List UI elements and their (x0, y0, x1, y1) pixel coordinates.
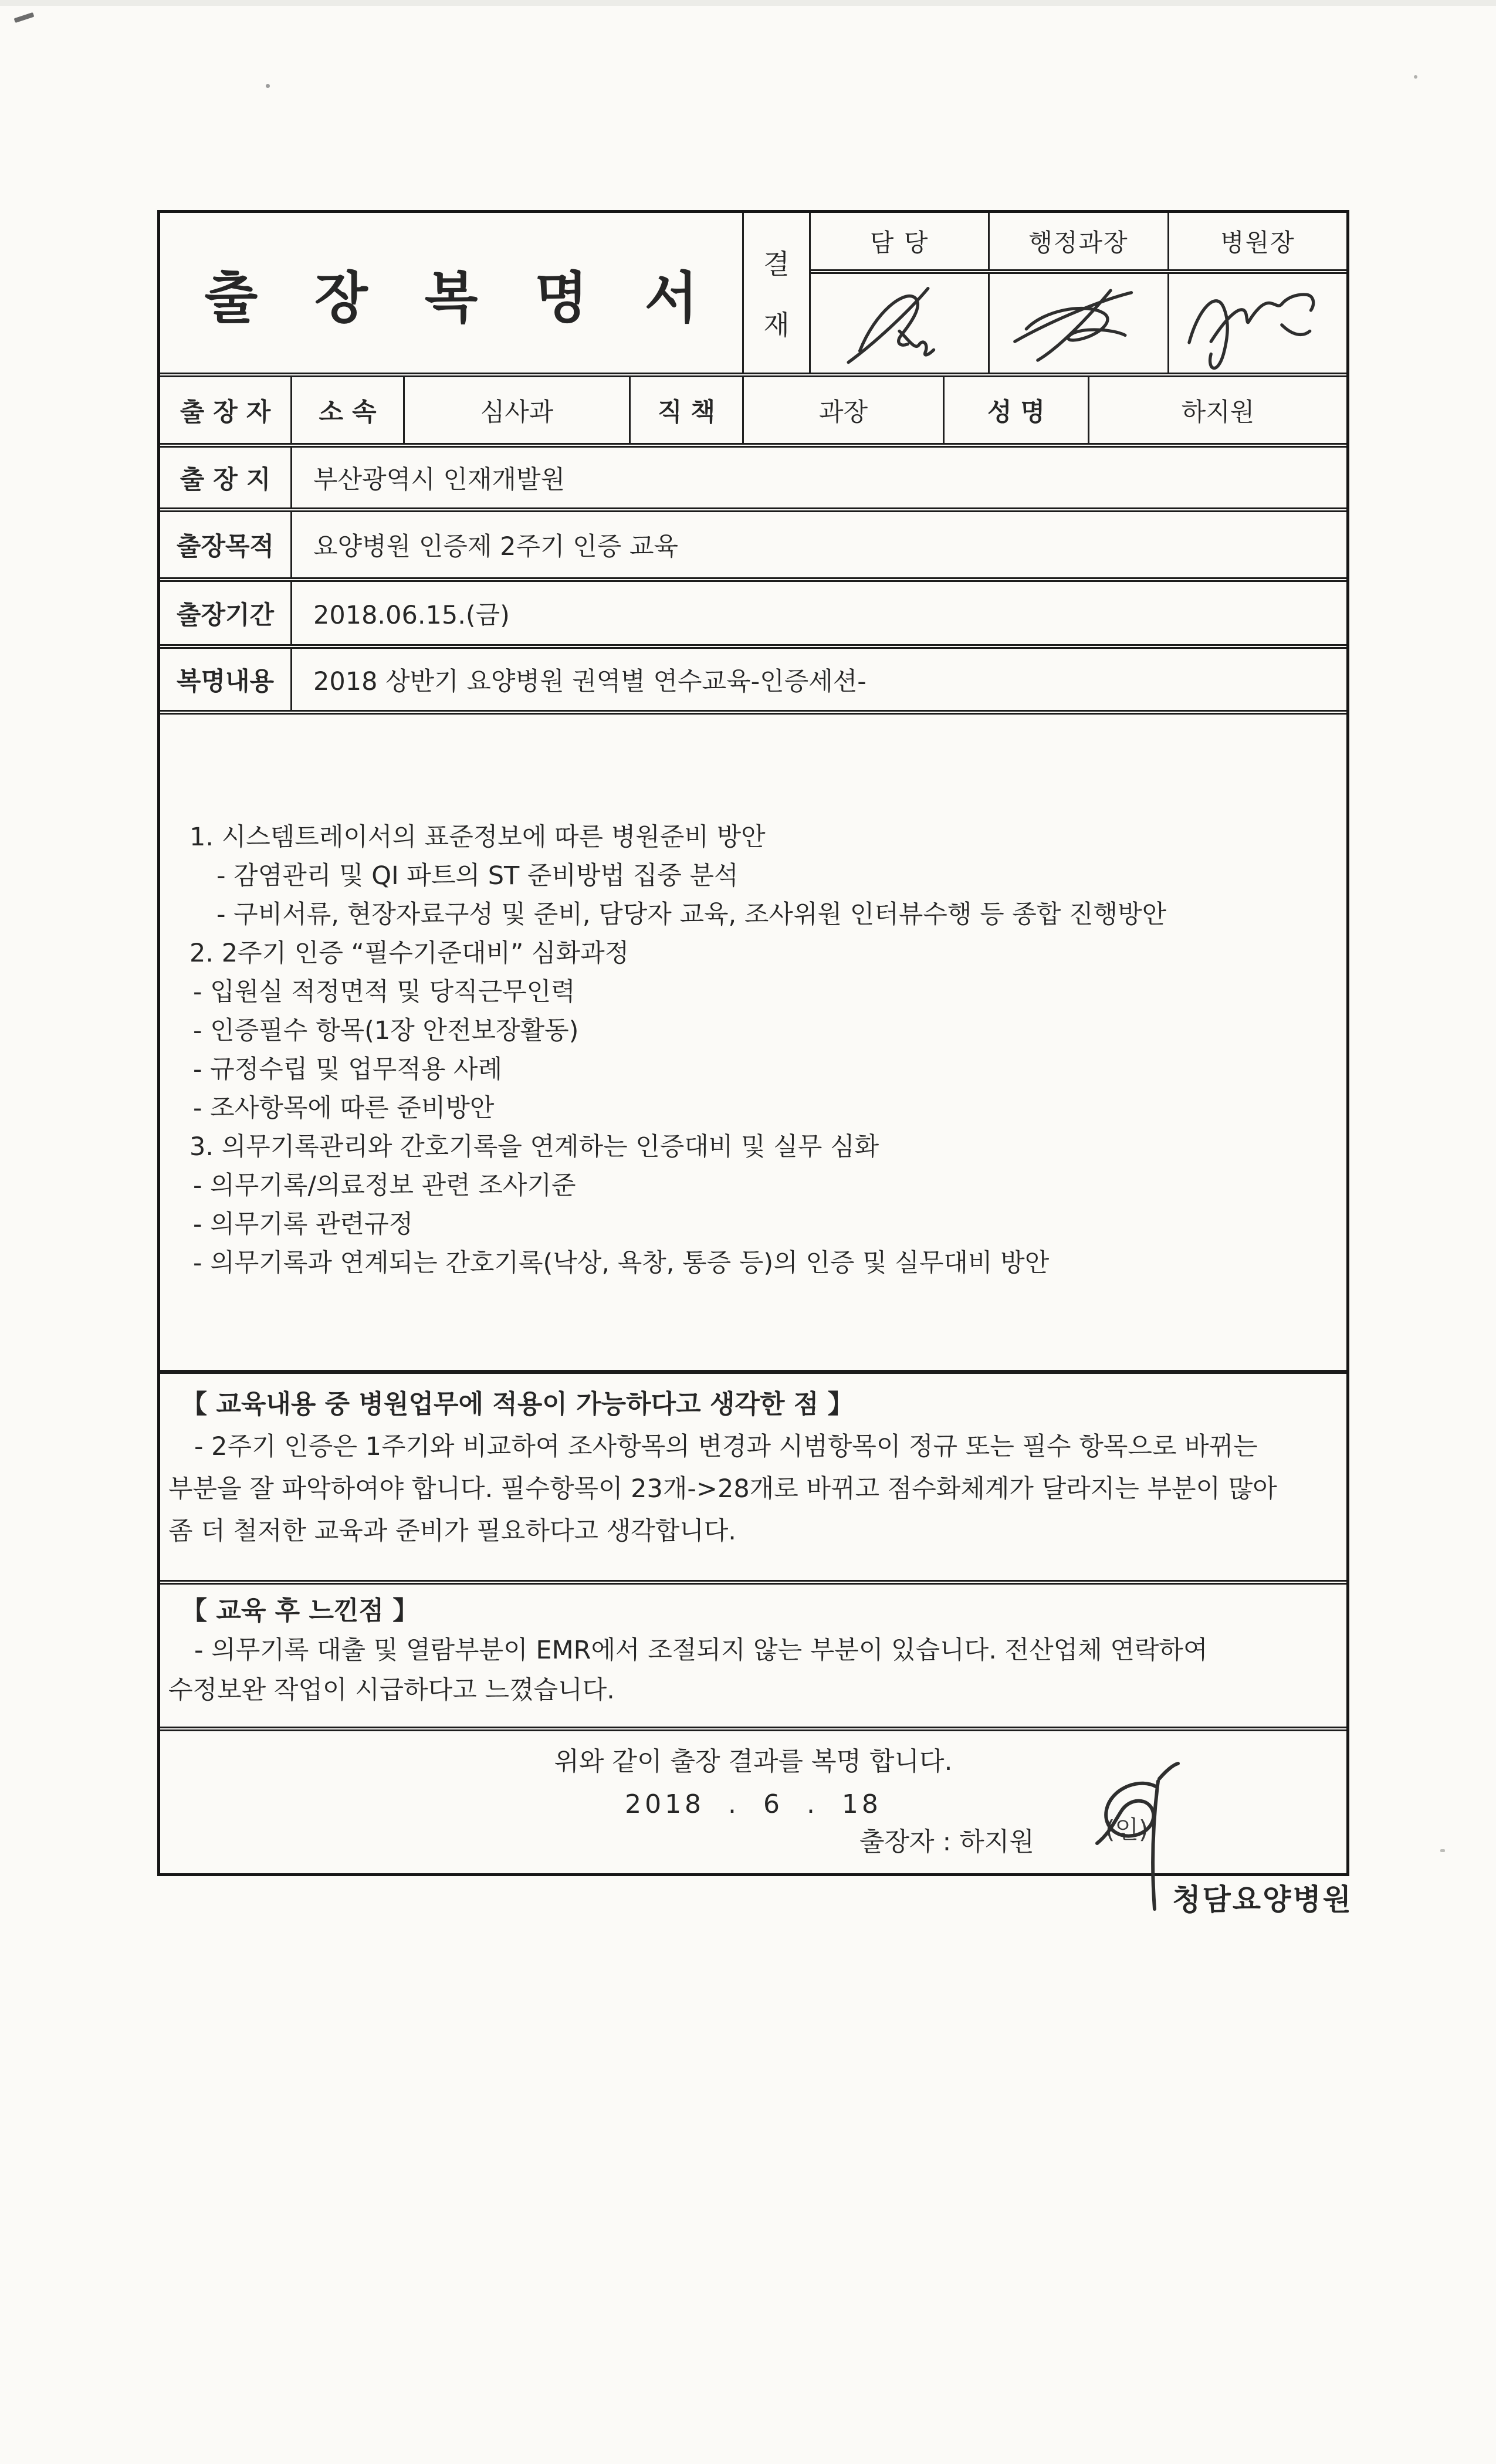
purpose-value: 요양병원 인증제 2주기 인증 교육 (313, 532, 679, 561)
applicable-line: 부분을 잘 파악하여야 합니다. 필수항목이 23개->28개로 바뀌고 점수화체계가 달라지는 부분이 많아 (168, 1474, 1277, 1504)
impression-section (160, 1580, 1346, 1727)
report-detail-line: - 구비서류, 현장자료구성 및 준비, 담당자 교육, 조사위원 인터뷰수행 등 종합 진행방안 (216, 900, 1167, 929)
report-detail-line: - 입원실 적정면적 및 당직근무인력 (193, 977, 576, 1007)
destination-row (160, 443, 1346, 507)
report-details-section (160, 710, 1346, 1370)
business-trip-report-form (157, 210, 1349, 1876)
position-value: 과장 (744, 377, 945, 443)
impression-line: 수정보완 작업이 시급하다고 느꼈습니다. (168, 1676, 615, 1705)
purpose-row (160, 507, 1346, 577)
report-summary-label: 복명내용 (160, 649, 292, 710)
approval-header-row (811, 213, 1346, 274)
scanner-edge-artifact (0, 0, 1496, 6)
impression-heading: 【 교육 후 느낀점 】 (181, 1596, 419, 1626)
closing-date: 2018 . 6 . 18 (625, 1789, 882, 1819)
approval-block (744, 213, 1346, 373)
affiliation-value: 심사과 (405, 377, 631, 443)
approval-char-jae: 재 (763, 309, 790, 341)
hospital-name: 청담요양병원 (1172, 1883, 1353, 1917)
report-detail-line: - 감염관리 및 QI 파트의 ST 준비방법 집중 분석 (216, 861, 739, 891)
approval-cell-damdang (811, 274, 990, 373)
approval-char-gyeol: 결 (763, 248, 790, 280)
approval-header-admin-manager: 행정과장 (990, 213, 1169, 269)
approval-header-damdang: 담 당 (811, 213, 990, 269)
approval-cell-hospital-director (1169, 274, 1346, 373)
destination-value: 부산광역시 인재개발원 (313, 465, 566, 495)
closing-reporter: 출장자 : 하지원 (859, 1827, 1034, 1857)
applicable-section (160, 1370, 1346, 1580)
report-detail-line: - 의무기록 관련규정 (193, 1210, 414, 1239)
scan-speck (14, 12, 35, 23)
applicable-line: - 2주기 인증은 1주기와 비교하여 조사항목의 변경과 시범항목이 정규 또는 필수 항목으로 바뀌는 (194, 1432, 1258, 1461)
name-label: 성 명 (945, 377, 1089, 443)
form-title: 출 장 복 명 서 (160, 213, 744, 373)
approval-header-hospital-director: 병원장 (1220, 228, 1295, 257)
approval-stamp-column (744, 213, 811, 373)
applicable-line: 좀 더 철저한 교육과 준비가 필요하다고 생각합니다. (168, 1517, 736, 1546)
applicable-heading: 【 교육내용 중 병원업무에 적용이 가능하다고 생각한 점 】 (181, 1389, 854, 1419)
period-label: 출장기간 (160, 582, 292, 644)
hospital-director-signature-icon (1180, 278, 1336, 373)
report-summary-value: 2018 상반기 요양병원 권역별 연수교육-인증세션- (313, 666, 867, 696)
name-value: 하지원 (1181, 397, 1255, 427)
traveler-row (160, 373, 1346, 443)
period-value: 2018.06.15.(금) (313, 600, 510, 630)
impression-line: - 의무기록 대출 및 열람부분이 EMR에서 조절되지 않는 부분이 있습니다. 전산업체 연락하여 (194, 1636, 1208, 1665)
report-detail-line: - 조사항목에 따른 준비방안 (193, 1094, 495, 1123)
form-header (160, 213, 1346, 373)
scan-speck (266, 84, 270, 88)
scan-speck (1414, 75, 1417, 79)
report-detail-line: - 의무기록과 연계되는 간호기록(낙상, 욕창, 통증 등)의 인증 및 실무대비 방안 (193, 1248, 1050, 1278)
purpose-label: 출장목적 (160, 512, 292, 577)
destination-label: 출 장 지 (160, 448, 292, 507)
scan-speck (1440, 1849, 1445, 1852)
traveler-row-label: 출 장 자 (160, 377, 292, 443)
seal-placeholder: (인) (1105, 1815, 1149, 1844)
report-detail-line: - 의무기록/의료정보 관련 조사기준 (193, 1171, 576, 1200)
report-detail-line: - 규정수립 및 업무적용 사례 (193, 1055, 503, 1084)
affiliation-label: 소 속 (292, 377, 405, 443)
report-detail-line: 1. 시스템트레이서의 표준정보에 따른 병원준비 방안 (189, 823, 766, 852)
reporter-signature-icon (1084, 1761, 1190, 1925)
report-detail-line: - 인증필수 항목(1장 안전보장활동) (193, 1016, 579, 1045)
approval-cell-admin-manager (990, 274, 1169, 373)
closing-statement: 위와 같이 출장 결과를 복명 합니다. (554, 1747, 953, 1776)
report-detail-line: 2. 2주기 인증 “필수기준대비” 심화과정 (189, 939, 629, 968)
damdang-signature-icon (821, 278, 977, 373)
report-summary-row (160, 644, 1346, 710)
report-detail-line: 3. 의무기록관리와 간호기록을 연계하는 인증대비 및 실무 심화 (189, 1132, 879, 1162)
period-row (160, 577, 1346, 644)
admin-manager-signature-icon (1000, 278, 1156, 373)
position-label: 직 책 (631, 377, 744, 443)
approval-signature-row (811, 274, 1346, 373)
